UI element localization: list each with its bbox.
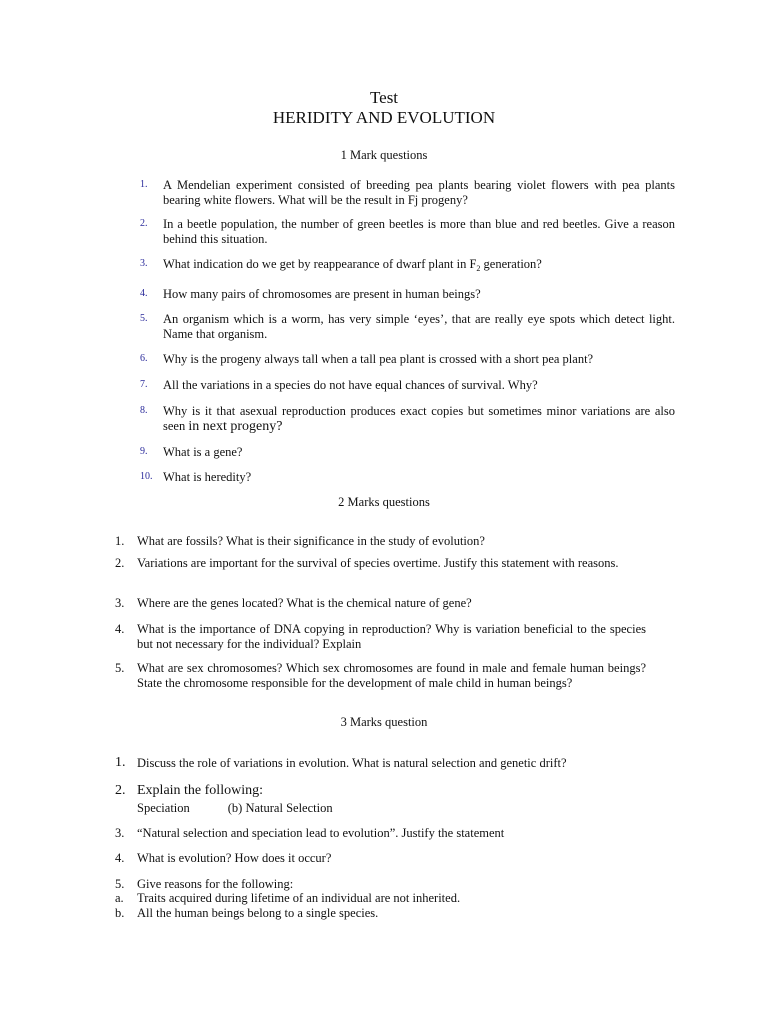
question-text: Why is the progeny always tall when a tall pea plant is crossed with a short pea plant? [163,352,594,366]
question-number: 4. [115,622,125,636]
question-text-part: generation? [480,257,542,271]
section-heading-2-marks: 2 Marks questions [338,495,430,509]
subitem-b: (b) Natural Selection [227,801,333,815]
question-number: 6. [140,353,148,364]
question-number: 3. [140,258,148,269]
question-number: 5. [115,877,125,891]
question-number: 5. [140,313,148,324]
question-text: Discuss the role of variations in evolution. What is natural selection and genetic drift? [137,756,567,770]
question-number: 4. [140,288,148,299]
question-number: 1. [140,179,148,190]
question-text: Variations are important for the survival of species overtime. Justify this statement with reasons. [137,556,619,570]
test-label: Test [369,88,399,107]
question-text [137,801,646,816]
question-text: Give reasons for the following: [137,877,294,891]
question-number: 5. [115,661,125,675]
subscript: 2 [476,264,481,273]
question-text: What is evolution? How does it occur? [137,851,332,865]
question-text: “Natural selection and speciation lead to evolution”. Justify the statement [137,826,505,840]
question-text: What is heredity? [163,470,252,484]
question-text-part: in next progeny? [188,418,283,434]
question-number: 8. [140,405,148,416]
question-number: 10. [140,471,153,482]
section-heading-1-mark: 1 Mark questions [340,148,428,162]
question-number: 2. [115,556,125,570]
question-text: How many pairs of chromosomes are present in human beings? [163,287,481,301]
question-number: 1. [115,755,126,770]
question-number: 3. [115,596,125,610]
question-number: b. [115,906,125,920]
question-number: 7. [140,379,148,390]
question-number: 3. [115,826,125,840]
question-number: 1. [115,534,125,548]
question-number: 4. [115,851,125,865]
question-text: What are fossils? What is their significance in the study of evolution? [137,534,485,548]
question-text [163,257,675,277]
question-number: 2. [140,218,148,229]
page-title: HERIDITY AND EVOLUTION [272,108,496,127]
question-text: All the human beings belong to a single species. [137,906,379,920]
question-text: Traits acquired during lifetime of an individual are not inherited. [137,891,461,905]
question-text: In a beetle population, the number of green beetles is more than blue and red beetles. Give a reason behind this situation. [163,217,675,246]
question-number: 9. [140,446,148,457]
question-text: Where are the genes located? What is the chemical nature of gene? [137,596,472,610]
subitem-a: Speciation [137,801,190,815]
question-text: What is a gene? [163,445,243,459]
question-text-part: What indication do we get by reappearance of dwarf plant in F [163,257,477,271]
question-text-part: Why is it that asexual reproduction produces exact copies but sometimes minor variations are also seen [163,404,675,433]
question-text: What is the importance of DNA copying in reproduction? Why is variation beneficial to the species but not necessary for the individual? Explain [137,622,646,651]
question-text: All the variations in a species do not have equal chances of survival. Why? [163,378,538,392]
question-number: 2. [115,783,126,798]
section-heading-3-marks: 3 Marks question [340,715,428,729]
question-text: A Mendelian experiment consisted of breeding pea plants bearing violet flowers with pea plants bearing white flowers. What will be the result in Fj progeny? [163,178,675,207]
question-text [163,404,675,434]
question-text: What are sex chromosomes? Which sex chromosomes are found in male and female human beings? State the chromosome responsible for the development of male child in human beings? [137,661,646,690]
question-number: a. [115,891,124,905]
question-text: An organism which is a worm, has very simple ‘eyes’, that are really eye spots which detect light. Name that organism. [163,312,675,341]
question-text: Explain the following: [137,783,263,798]
